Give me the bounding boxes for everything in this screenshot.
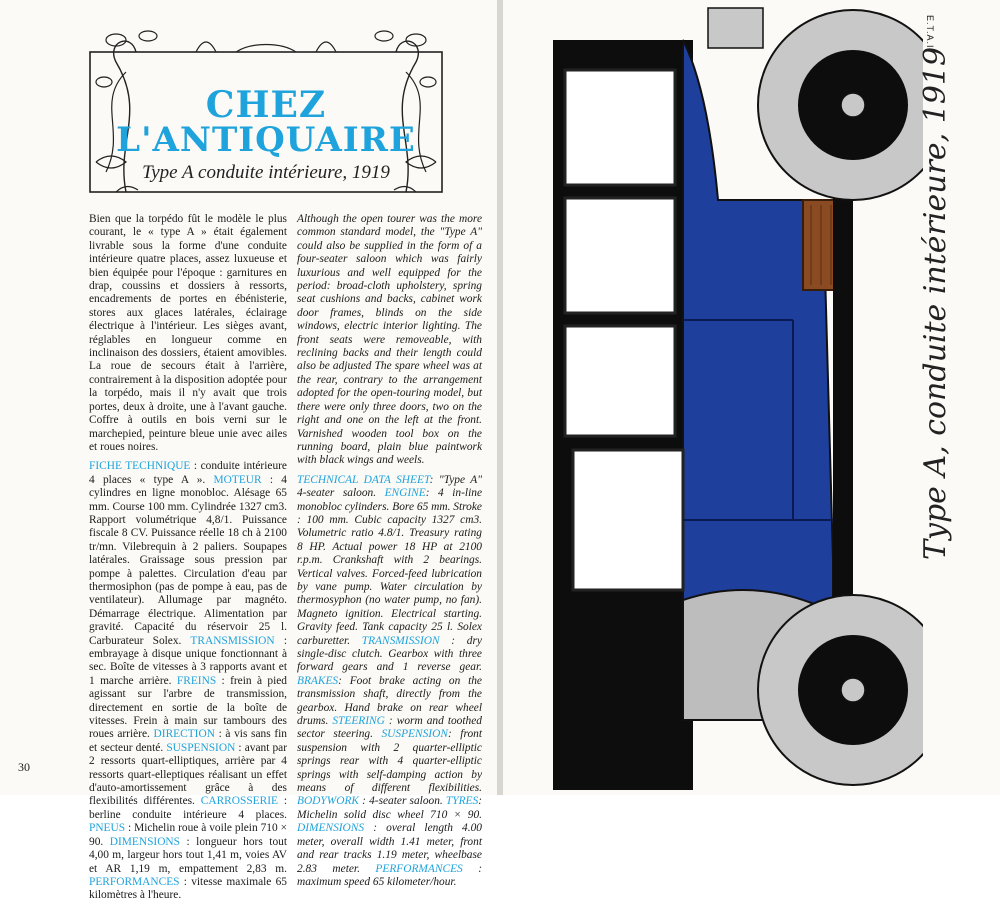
spec-text: : maximum speed 65 kilometer/hour. [297, 862, 482, 888]
spec-text: : "Type A" 4-seater saloon. [297, 473, 483, 500]
spec-text: : dry single-disc clutch. Gearbox with three forward gears and 1 reverse gear. [297, 634, 482, 674]
spec-label: BODYWORK [297, 795, 360, 808]
car-window [565, 326, 675, 436]
french-column [89, 213, 287, 909]
spec-label: FICHE TECHNIQUE [89, 460, 191, 473]
intro-english: Although the open tourer was the more common standard model, the "Type A" could also be supplied in the form of a four-seater saloon which was fairly luxurious and well equipped for the period: broad-cloth upholstery, spring seat cushions and backs, cabinet work door frames, blinds on the side windows, electric interior lighting. The front seats were removeable, with reclining backs and their length could also be adjusted The spare wheel was at the rear, contrary to the arrangement adopted for the open-touring model, but there were only three doors, two on the right and one on the left at the front. Varnished wooden tool box on the running board, plain blue paintwork with black wings and weels. [297, 213, 482, 467]
spec-text: : Foot brake acting on the transmission shaft, directly from the gearbox. Hand brake on rear wheel drums. [297, 674, 482, 728]
spec-text: : overal length 4.00 meter, overall width 1.41 meter, front and rear tracks 1.19 meter, wheelbase 2.83 meter. [297, 822, 482, 875]
title-line-1: CHEZ [205, 84, 327, 126]
spec-text: : avant par 2 ressorts quart-elliptiques, arrière par 4 ressorts quart-elleptiques réalisant un effet d'auto-amortissement grâce à des flexibilités différentes. [89, 741, 288, 808]
spec-label: DIMENSIONS [109, 835, 180, 848]
spec-label: ENGINE [384, 487, 426, 500]
spec-label: TYRES [445, 795, 479, 808]
spec-text: : embrayage à disque unique fonctionnant à sec. Boîte de vitesses à 3 rapports avant et 1 marche arrière. [89, 634, 287, 687]
spec-label: BRAKES [297, 674, 339, 687]
page-number: 30 [18, 760, 30, 774]
spec-text: : Michelin solid disc wheel 710 × 90. [297, 795, 482, 821]
spec-label: CARROSSERIE [200, 795, 278, 808]
car-window [565, 70, 675, 185]
spec-label: SUSPENSION [166, 741, 236, 754]
spec-text: : Michelin roue à voile plein 710 × 90. [89, 822, 287, 848]
spare-tyre [708, 8, 763, 48]
car-door-window [573, 450, 683, 590]
spec-label: DIRECTION [153, 728, 215, 741]
spec-label: DIMENSIONS [297, 822, 365, 835]
spec-label: TRANSMISSION [361, 634, 440, 647]
intro-french: Bien que la torpédo fût le modèle le plus courant, le « type A » était également livrable sous la forme d'une conduite intérieure quatre places, assez luxueuse et bien équipée pour l'époque : garnitures en drap, coussins et dossiers à ressorts, encadrements de portes en ébénisterie, stores aux glaces latérales, éclairage électrique à l'intérieur. Les sièges avant, réglables en longueur comme en inclinaison des dossiers, étaient amovibles. La roue de secours était à l'arrière, contrairement à la disposition adoptée pour la torpédo, mais il n'y avait que trois portes, deux à droite, une à l'avant gauche. Coffre à outils en bois verni sur le marchepied, peinture bleue unie avec ailes et roues noires. [89, 213, 287, 453]
spec-text: : berline conduite intérieure 4 places. [89, 795, 287, 821]
spec-text: : 4 in-line monobloc cylinders. Bore 65 mm. Stroke : 100 mm. Cubic capacity 1327 cm3. Volumetric ratio 4.8/1. Treasury rating 8 HP. Actual power 18 HP at 2100 r.p.m. Crankshaft with 2 bearings. Vertical valves. Forced-feed lubrication by vane pump. Water circulation by thermosyphon (no water pump, no fan). Magneto ignition. Electrical starting. Gravity feed. Tank capacity 25 l. Solex carburetter. [297, 487, 482, 647]
english-column [297, 213, 482, 895]
car-illustration [503, 0, 923, 795]
spec-label: PNEUS [89, 822, 126, 835]
illustration-caption: Type A, conduite intérieure, 1919 [918, 46, 953, 560]
specs-english [297, 474, 482, 890]
title-line-2: L'ANTIQUAIRE [116, 120, 416, 160]
spec-text: : 4-seater saloon. [359, 795, 446, 808]
spec-text: : vitesse maximale 65 kilomètres à l'heure. [89, 875, 287, 902]
spec-label: STEERING [332, 715, 385, 728]
spec-label: MOTEUR [213, 473, 262, 486]
rear-wheel [758, 10, 923, 200]
spec-text: : 4 cylindres en ligne monobloc. Alésage 65 mm. Course 100 mm. Cylindrée 1327 cm3. Rapport volumétrique 4,8/1. Puissance fiscale 8 CV. Puissance réelle 18 ch à 2100 tr/mn. Vilebrequin à 2 paliers. Soupapes latérales. Graissage sous pression par pompe à palettes. Circulation d'eau par thermosiphon (pas de pompe à eau, pas de ventilateur). Allumage par magnéto. Démarrage électrique. Alimentation par gravité. Capacité du réservoir 25 l. Carburateur Solex. [89, 473, 288, 647]
spec-text: : conduite intérieure 4 places « type A ». [89, 460, 287, 486]
specs-french [89, 460, 287, 902]
spec-text: : frein à pied agissant sur l'arbre de transmission, directement en sortie de la boîte de vitesses. Frein à main sur tambours des roues arrière. [89, 674, 287, 741]
spec-text: : à vis sans fin et secteur denté. [89, 728, 287, 754]
spec-text: : worm and toothed sector steering. [297, 715, 482, 741]
illustration-credit: E.T.A.I. [925, 15, 935, 53]
spec-label: PERFORMANCES [375, 862, 463, 875]
spec-label: PERFORMANCES [89, 875, 180, 888]
spec-label: FREINS [176, 674, 217, 687]
spec-text: : front suspension with 2 quarter-elliptic springs rear with 4 quarter-elliptic springs with self-damping action by means of different flexibilities. [297, 728, 483, 795]
spec-text: : longueur hors tout 4,00 m, largeur hors tout 1,41 m, voies AV et AR 1,19 m, empattement 2,83 m. [89, 835, 287, 875]
spec-label: TECHNICAL DATA SHEET [297, 473, 430, 486]
spec-label: TRANSMISSION [190, 634, 275, 647]
title-frame [86, 22, 446, 200]
spec-label: SUSPENSION [381, 728, 448, 741]
subtitle: Type A conduite intérieure, 1919 [142, 162, 390, 183]
car-window [565, 198, 675, 313]
